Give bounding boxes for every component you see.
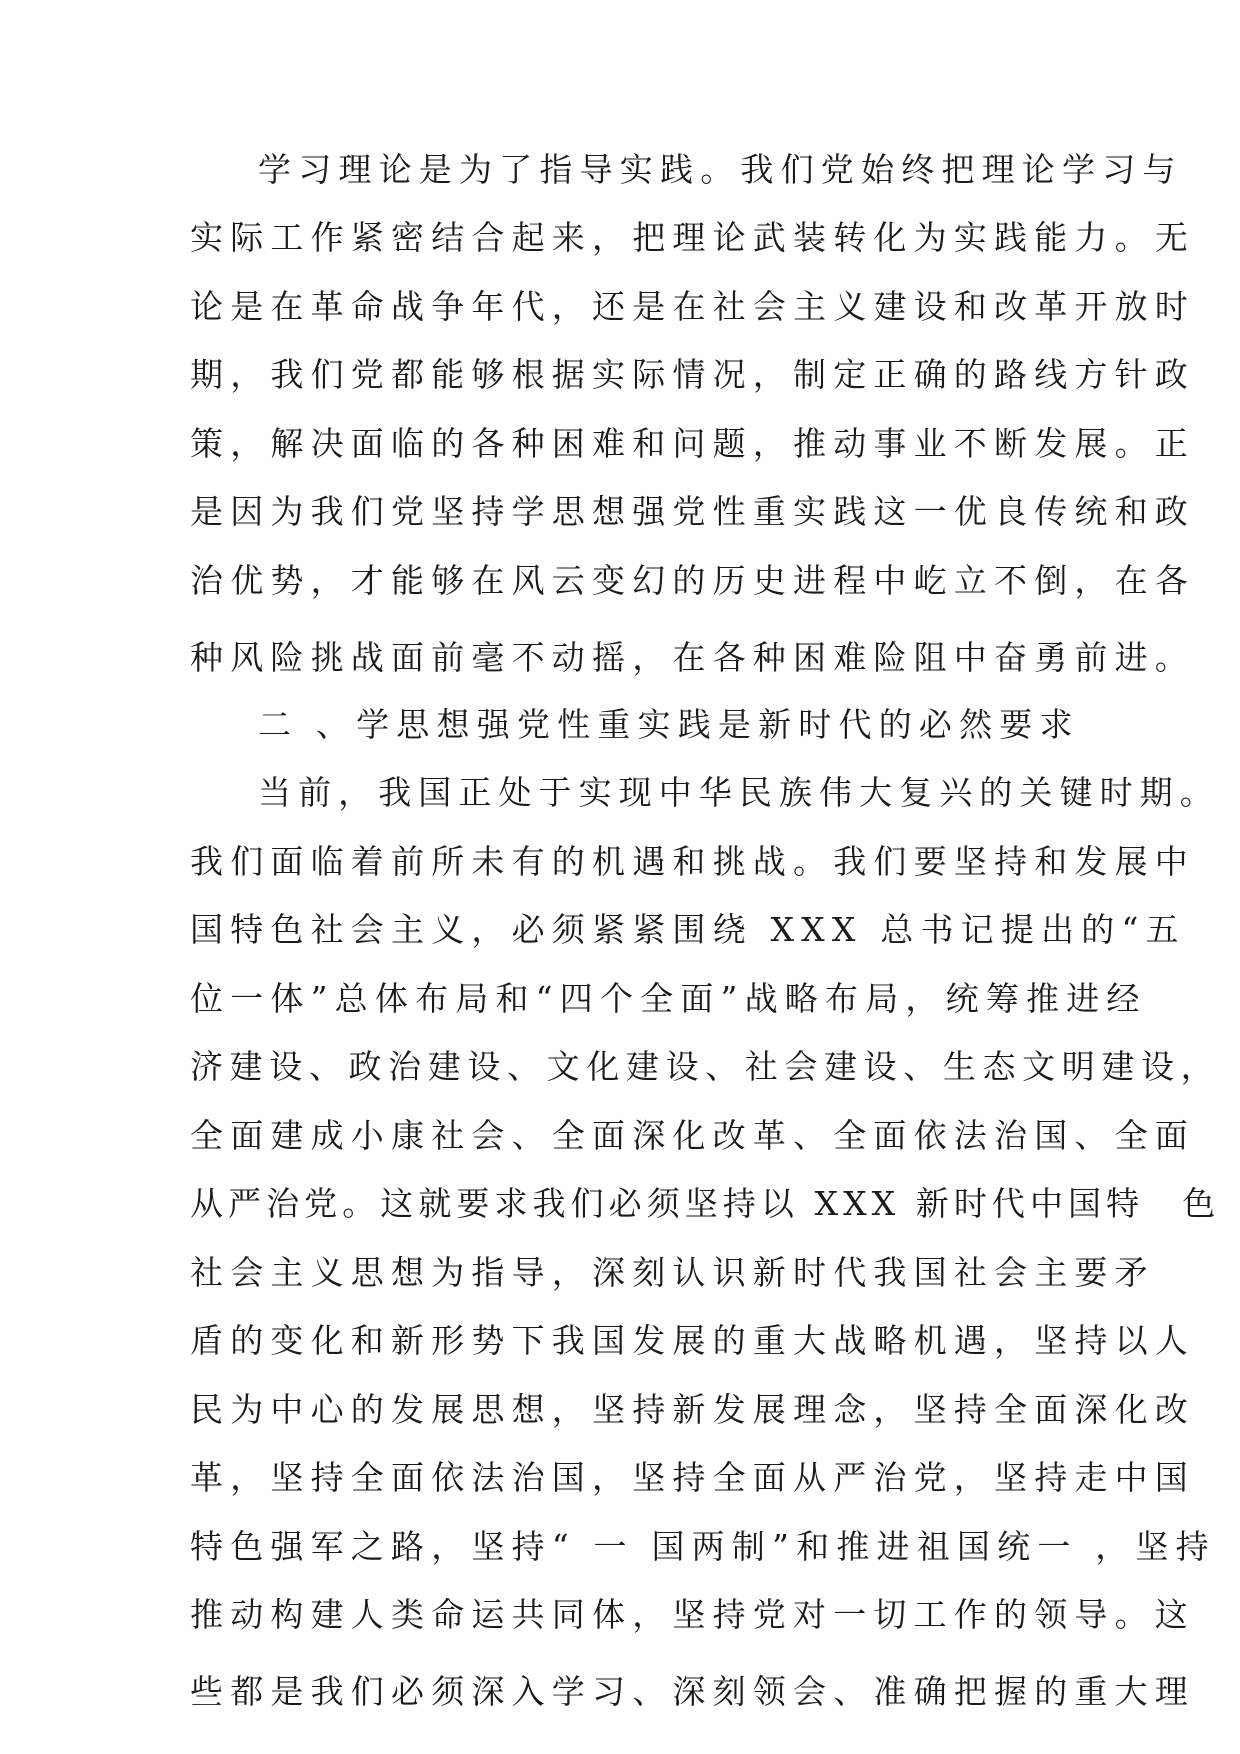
paragraph-2-line-1: 当前，我国正处于实现中华民族伟大复兴的关键时期。 (258, 773, 1220, 812)
paragraph-2-line-11: 革，坚持全面依法治国，坚持全面从严治党，坚持走中国 (190, 1458, 1195, 1497)
paragraph-2-line-3: 国特色社会主义，必须紧紧围绕 XXX 总书记提出的“五 (190, 910, 1186, 949)
paragraph-2-line-7: 从严治党。这就要求我们必须坚持以 XXX 新时代中国特 色 (190, 1184, 1221, 1223)
paragraph-1-line-4: 期，我们党都能够根据实际情况，制定正确的路线方针政 (190, 355, 1195, 394)
paragraph-2-line-12: 特色强军之路，坚持“ 一 国两制”和推进祖国统一 ，坚持 (190, 1527, 1216, 1566)
paragraph-2-line-4: 位一体”总体布局和“四个全面”战略布局，统筹推进经 (190, 979, 1147, 1018)
paragraph-1-line-3: 论是在革命战争年代，还是在社会主义建设和改革开放时 (190, 287, 1195, 326)
paragraph-1-line-7: 治优势，才能够在风云变幻的历史进程中屹立不倒，在各 (190, 561, 1195, 600)
paragraph-1-line-8: 种风险挑战面前毫不动摇，在各种困难险阻中奋勇前进。 (190, 638, 1195, 677)
paragraph-2-line-14: 些都是我们必须深入学习、深刻领会、准确把握的重大理 (190, 1672, 1195, 1711)
paragraph-1-line-5: 策，解决面临的各种困难和问题，推动事业不断发展。正 (190, 424, 1195, 463)
paragraph-2-line-5: 济建设、政治建设、文化建设、社会建设、生态文明建设， (190, 1047, 1221, 1086)
paragraph-1-line-6: 是因为我们党坚持学思想强党性重实践这一优良传统和政 (190, 492, 1195, 531)
paragraph-2-line-8: 社会主义思想为指导，深刻认识新时代我国社会主要矛 (190, 1253, 1155, 1292)
paragraph-2-line-2: 我们面临着前所未有的机遇和挑战。我们要坚持和发展中 (190, 842, 1195, 881)
paragraph-1-line-2: 实际工作紧密结合起来，把理论武装转化为实践能力。无 (190, 218, 1195, 257)
paragraph-2-line-6: 全面建成小康社会、全面深化改革、全面依法治国、全面 (190, 1116, 1195, 1155)
paragraph-1-line-1: 学习理论是为了指导实践。我们党始终把理论学习与 (258, 150, 1183, 189)
paragraph-2-line-9: 盾的变化和新形势下我国发展的重大战略机遇，坚持以人 (190, 1321, 1195, 1360)
paragraph-2-line-10: 民为中心的发展思想，坚持新发展理念，坚持全面深化改 (190, 1390, 1195, 1429)
section-heading: 二 、学思想强党性重实践是新时代的必然要求 (258, 705, 1080, 744)
paragraph-2-line-13: 推动构建人类命运共同体，坚持党对一切工作的领导。这 (190, 1595, 1195, 1634)
